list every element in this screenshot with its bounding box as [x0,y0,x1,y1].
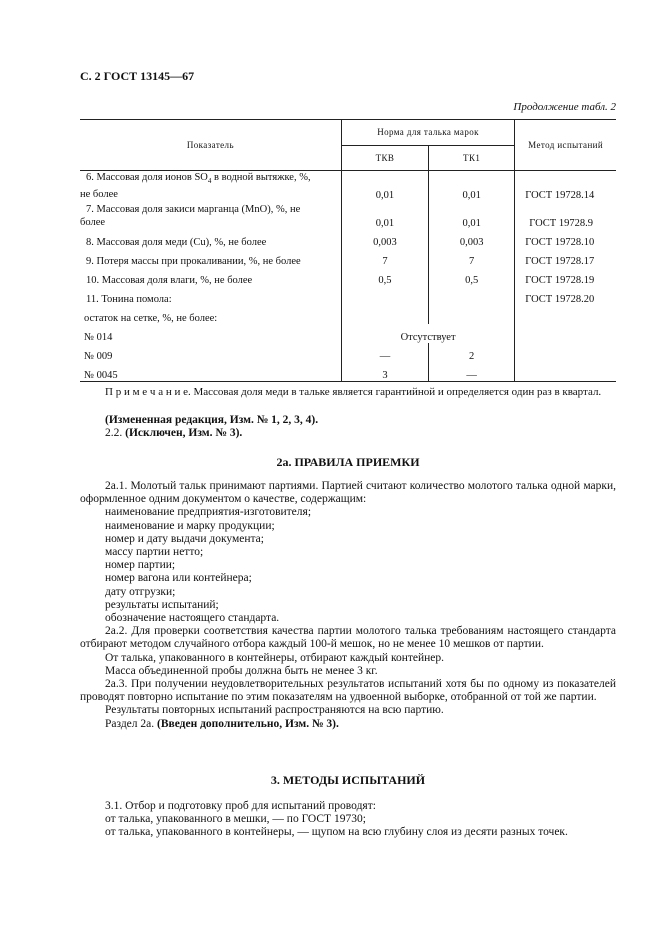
row-label: 10. Массовая доля влаги, %, не более [86,275,253,287]
table-continuation-label: Продолжение табл. 2 [513,101,616,113]
row-label: 9. Потеря массы при прокаливании, %, не более [86,256,301,268]
row-tkv: 0,01 [341,201,428,229]
paragraph: 3.1. Отбор и подготовку проб для испытаний проводят: [105,800,376,812]
list-item: дату отгрузки; [105,585,176,598]
paragraph: от талька, упакованного в мешки, — по ГОСТ 19730; [105,813,366,826]
row-tk1: 0,01 [429,201,515,229]
amendment-block [80,414,616,440]
row-tk1: 0,003 [429,229,515,248]
row-tkv: 0,5 [341,267,428,286]
row-label: остаток на сетке, %, не более: [84,313,218,325]
row-tkv [341,305,428,324]
header-method: Метод испытаний [515,120,616,171]
row-label: № 014 [84,332,113,344]
section-2a-title: 2а. ПРАВИЛА ПРИЕМКИ [276,455,420,469]
list-item: обозначение настоящего стандарта. [105,612,280,625]
row-merged-value: Отсутствует [341,324,514,343]
list-item: номер и дату выдачи документа; [105,532,264,545]
list-item: номер партии; [105,559,176,572]
row-tkv: 3 [341,362,428,382]
row-label: 11. Тонина помола: [86,294,172,306]
row-method: ГОСТ 19728.17 [515,248,616,267]
section-2a-body [80,480,616,731]
header-indicator: Показатель [80,120,341,171]
row-tk1: 0,5 [429,267,515,286]
table-row [80,248,616,267]
amendment-line-2: 2.2. (Исключен, Изм. № 3). [105,427,243,440]
page-header: С. 2 ГОСТ 13145—67 [80,69,195,83]
row-method: ГОСТ 19728.14 [515,171,616,202]
paragraph: Раздел 2а. (Введен дополнительно, Изм. № 3). [105,717,339,730]
paragraph: От талька, упакованного в контейнеры, отбирают каждый контейнер. [105,651,445,664]
row-tk1: 0,01 [429,171,515,202]
row-method: ГОСТ 19728.9 [515,201,616,229]
list-item: наименование и марку продукции; [105,519,275,532]
amendment-line-1: (Измененная редакция, Изм. № 1, 2, 3, 4). [105,414,319,426]
specification-table [80,119,616,382]
row-tkv: — [341,343,428,362]
row-tk1: 2 [429,343,515,362]
table-row [80,286,616,305]
row-tk1 [429,305,515,324]
table-row [80,362,616,382]
row-method [515,362,616,382]
row-tkv: 7 [341,248,428,267]
list-item: номер вагона или контейнера; [105,572,252,585]
row-label: 7. Массовая доля закиси марганца (MnO), %, не более [80,204,301,229]
row-tk1: — [429,362,515,382]
table-row [80,267,616,286]
table-row [80,305,616,324]
row-label: № 0045 [80,362,341,382]
paragraph: Масса объединенной пробы должна быть не менее 3 кг. [105,664,378,677]
paragraph: Результаты повторных испытаний распространяются на всю партию. [105,704,444,717]
table-row [80,343,616,362]
note-text: Массовая доля меди в тальке является гарантийной и определяется один раз в квартал. [190,386,602,398]
row-method: ГОСТ 19728.10 [515,229,616,248]
table-row [80,201,616,229]
table-row [80,171,616,202]
row-method [515,324,616,343]
table-row [80,229,616,248]
row-method [515,305,616,324]
row-tk1: 7 [429,248,515,267]
list-item: наименование предприятия-изготовителя; [105,506,312,519]
row-tkv [341,286,428,305]
header-tk1: ТК1 [429,146,515,171]
row-label: № 009 [84,351,113,363]
header-norm: Норма для талька марок [341,120,514,146]
list-item: массу партии нетто; [105,546,204,559]
row-tkv: 0,01 [341,171,428,202]
row-tk1 [429,286,515,305]
section-3-body [80,800,616,840]
table-header-row [80,120,616,146]
row-method: ГОСТ 19728.20 [515,286,616,305]
paragraph: 2а.1. Молотый тальк принимают партиями. Партией считают количество молотого талька одной марки, оформленное одним документом о качестве, содержащим: [80,480,616,506]
paragraph: от талька, упакованного в контейнеры, — щупом на всю глубину слоя из десяти разных точек. [105,826,568,839]
list-item: результаты испытаний; [105,598,219,611]
header-tkv: ТКВ [341,146,428,171]
table-row [80,324,616,343]
note-prefix: П р и м е ч а н и е. [105,386,191,398]
section-3-title: 3. МЕТОДЫ ИСПЫТАНИЙ [270,773,426,787]
row-label: 6. Массовая доля ионов $SO_4$ в водной вытяжке, %, не более [80,172,311,201]
row-tkv: 0,003 [341,229,428,248]
paragraph: 2а.2. Для проверки соответствия качества партии молотого талька требованиям настоящего стандарта отбирают методом случайного отбора каждый 100-й мешок, но не менее 10 мешков от партии. [80,625,616,651]
row-method [515,343,616,362]
table-note [80,386,616,399]
row-method: ГОСТ 19728.19 [515,267,616,286]
paragraph: 2а.3. При получении неудовлетворительных результатов испытаний хотя бы по одному из показателей проводят повторно испытание по этим показателям на удвоенной выборке, отобранной от той же партии. [80,678,616,704]
row-label: 8. Массовая доля меди (Cu), %, не более [86,237,267,249]
